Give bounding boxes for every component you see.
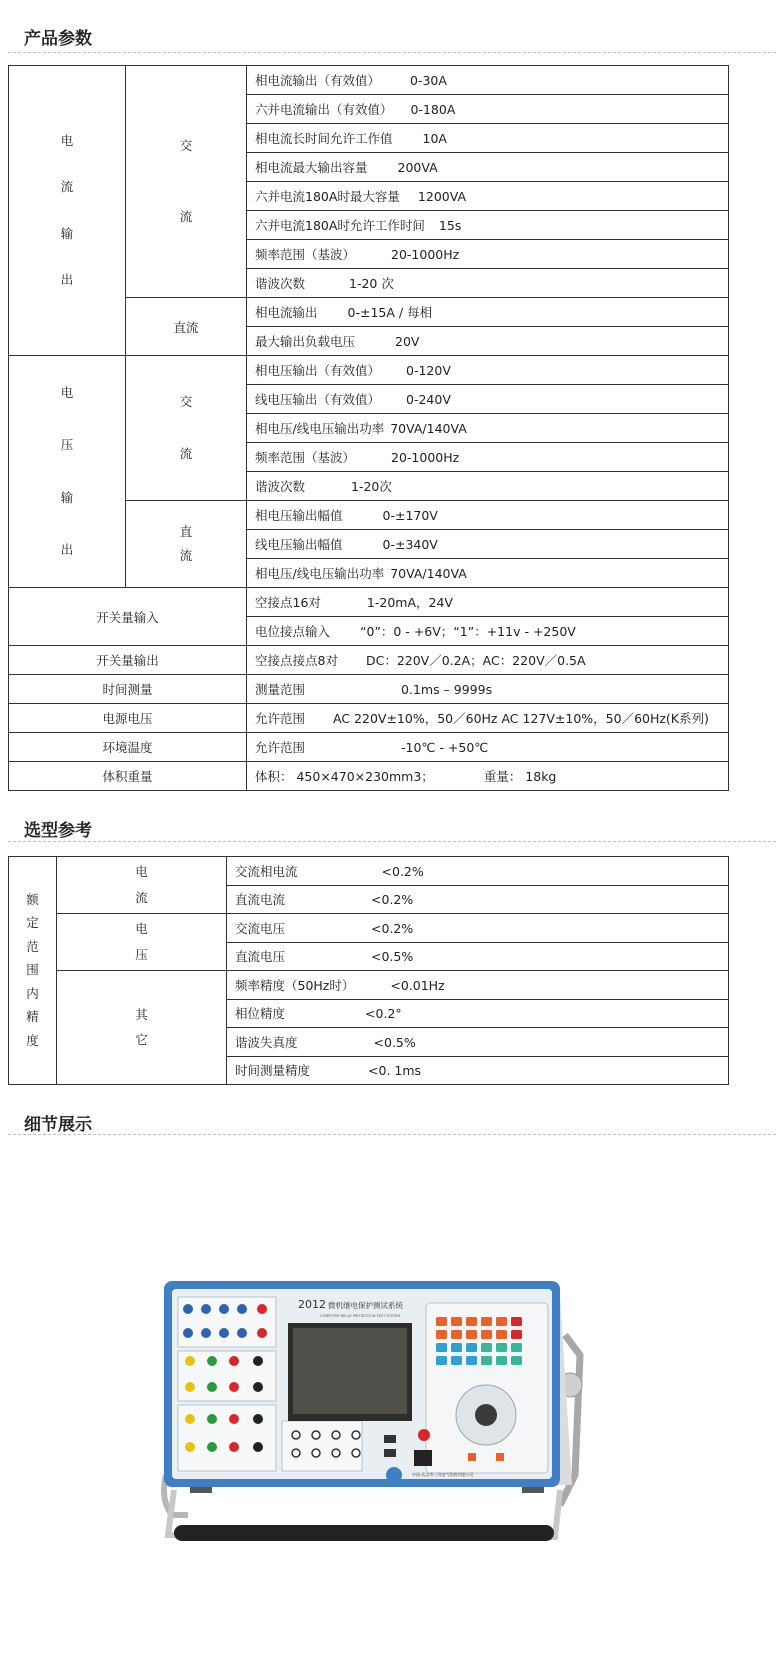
param-value: 15s [438, 218, 462, 233]
table-row [9, 704, 729, 733]
param-value-cell [247, 559, 729, 588]
param-name: 最大输出负载电压 [255, 334, 356, 349]
params-divider [8, 52, 776, 53]
detail-section-title: 细节展示 [24, 1115, 92, 1135]
category-char: 电 [135, 921, 148, 936]
param-value-cell [247, 530, 729, 559]
param-value-cell [247, 617, 729, 646]
param-value: “0”：0 - +6V；“1”：+11v - +250V [360, 624, 576, 639]
accuracy-value-cell [227, 1028, 729, 1057]
param-value: 0.1ms – 9999s [401, 682, 493, 697]
device-subtitle: COMPUTER RELAY PROTECTION TEST SYSTEM [320, 1314, 401, 1318]
param-value: 0-±340V [382, 537, 438, 552]
accuracy-value: <0.2° [365, 1006, 402, 1022]
device-manufacturer: 中国·武汉市三司电气发展有限公司 [412, 1472, 474, 1477]
param-value: 1-20 次 [349, 276, 394, 291]
table-row [9, 356, 729, 385]
power-switch [414, 1450, 432, 1466]
param-value-cell [247, 414, 729, 443]
param-name: 六并电流输出（有效值） [255, 102, 393, 117]
category-char: 流 [179, 446, 193, 461]
param-value-cell [247, 443, 729, 472]
table-row [9, 646, 729, 675]
param-value: 70VA/140VA [390, 566, 467, 581]
param-value-cell [247, 182, 729, 211]
param-value: 70VA/140VA [390, 421, 467, 436]
voltage-dc-label [126, 501, 247, 588]
table-row [9, 762, 729, 791]
param-value: 0-240V [406, 392, 451, 407]
accuracy-name: 交流电压 [235, 920, 286, 936]
param-name: 相电流长时间允许工作值 [255, 131, 393, 146]
accuracy-value: <0. 1ms [368, 1063, 422, 1079]
param-name: 六并电流180A时最大容量 [255, 189, 400, 204]
category-char: 压 [60, 437, 74, 452]
accuracy-group-label [57, 914, 227, 971]
param-name: 空接点16对 [255, 595, 321, 610]
param-value-cell [247, 385, 729, 414]
param-name: 频率范围（基波） [255, 247, 356, 262]
params-section-title: 产品参数 [24, 29, 92, 49]
param-value-cell [247, 153, 729, 182]
accuracy-value: <0.01Hz [390, 977, 445, 993]
category-char: 电 [60, 132, 74, 148]
category-char: 输 [60, 489, 74, 505]
category-char: 范 [26, 938, 39, 954]
accuracy-value-cell [227, 942, 729, 971]
table-row [9, 733, 729, 762]
param-value: 200VA [397, 160, 438, 175]
param-value-cell [247, 472, 729, 501]
device-screen [293, 1328, 407, 1414]
accuracy-value-cell [227, 914, 729, 943]
param-name: 允许范围 [255, 740, 306, 755]
category-char: 精 [26, 1009, 39, 1025]
accuracy-value-cell [227, 885, 729, 914]
misc-row-label: 开关量输出 [9, 646, 247, 675]
current-output-label [9, 66, 126, 356]
category-char: 内 [26, 985, 39, 1001]
accuracy-name: 交流相电流 [235, 863, 298, 879]
param-value-cell [247, 269, 729, 298]
table-row [9, 66, 729, 95]
misc-row-label: 体积重量 [9, 762, 247, 791]
param-value: 0-180A [410, 102, 456, 117]
param-value-cell [247, 240, 729, 269]
accuracy-value: <0.2% [381, 863, 424, 879]
misc-row-label: 时间测量 [9, 675, 247, 704]
category-char: 出 [60, 272, 74, 287]
accuracy-group-label [57, 857, 227, 914]
param-value: 1-20次 [351, 479, 392, 494]
param-value-cell [247, 356, 729, 385]
param-value-cell [247, 675, 729, 704]
param-value: 20-1000Hz [391, 247, 460, 262]
power-indicator [418, 1429, 430, 1441]
category-char: 电 [60, 384, 74, 400]
param-name: 谐波次数 [255, 276, 306, 291]
param-value: 0-±170V [382, 508, 438, 523]
usb-port [384, 1435, 396, 1443]
category-char: 输 [60, 225, 74, 241]
param-value-cell [247, 124, 729, 153]
param-value: 重量： 18kg [483, 769, 557, 784]
param-name: 允许范围 [255, 711, 306, 726]
category-char: 压 [135, 946, 148, 962]
category-char: 出 [60, 542, 74, 557]
table-row [9, 914, 729, 943]
param-name: 线电压输出（有效值） [255, 392, 381, 407]
params-table [8, 65, 729, 791]
switch-input-label: 开关量输入 [9, 588, 247, 646]
accuracy-value: <0.2% [371, 892, 414, 908]
category-char: 额 [26, 891, 39, 907]
param-name: 线电压输出幅值 [255, 537, 343, 552]
category-char: 流 [60, 179, 74, 194]
param-value-cell [247, 704, 729, 733]
param-value-cell [247, 501, 729, 530]
current-dc-label: 直流 [126, 298, 247, 356]
param-value-cell [247, 646, 729, 675]
voltage-output-label [9, 356, 126, 588]
category-char: 它 [135, 1032, 148, 1047]
category-char: 定 [26, 915, 39, 931]
param-value: 0-±15A / 每相 [347, 305, 433, 320]
param-value-cell [247, 762, 729, 791]
param-name: 相电压输出幅值 [255, 508, 343, 523]
relay-tester-device-image [160, 1275, 590, 1575]
accuracy-table [8, 856, 729, 1085]
category-char: 围 [26, 962, 39, 978]
param-value: 1-20mA，24V [366, 595, 453, 610]
category-char: 流 [179, 208, 193, 224]
param-value-cell [247, 95, 729, 124]
category-char: 电 [135, 864, 148, 879]
device-title: 微机继电保护测试系统 [328, 1301, 403, 1310]
param-value-cell [247, 211, 729, 240]
param-name: 测量范围 [255, 682, 306, 697]
current-ac-label [126, 66, 247, 298]
voltage-ac-label [126, 356, 247, 501]
param-value: 20-1000Hz [391, 450, 460, 465]
accuracy-label [9, 857, 57, 1085]
device-model: 2012 [298, 1298, 326, 1311]
accuracy-name: 直流电流 [235, 892, 286, 908]
param-name: 六并电流180A时允许工作时间 [255, 218, 425, 233]
param-name: 谐波次数 [255, 479, 306, 494]
selection-section-title: 选型参考 [24, 821, 92, 841]
table-row [9, 588, 729, 617]
accuracy-name: 相位精度 [235, 1006, 286, 1022]
param-name: 相电流输出（有效值） [255, 73, 381, 88]
table-row [9, 971, 729, 1000]
category-char: 交 [179, 138, 193, 153]
param-name: 空接点接点8对 [255, 653, 338, 668]
accuracy-value-cell [227, 971, 729, 1000]
param-value-cell [247, 298, 729, 327]
usb-port [384, 1449, 396, 1457]
param-name: 电位接点输入 [255, 624, 331, 639]
param-value: 20V [395, 334, 420, 349]
accuracy-value: <0.5% [373, 1034, 416, 1050]
misc-row-label: 电源电压 [9, 704, 247, 733]
accuracy-value: <0.2% [371, 920, 414, 936]
detail-divider [8, 1134, 776, 1135]
param-value-cell [247, 66, 729, 95]
param-value-cell [247, 588, 729, 617]
param-value-cell [247, 733, 729, 762]
carry-handle [174, 1525, 554, 1541]
accuracy-name: 直流电压 [235, 949, 286, 965]
param-name: 相电压/线电压输出功率 [255, 421, 385, 436]
table-row [9, 857, 729, 886]
misc-row-label: 环境温度 [9, 733, 247, 762]
accuracy-value-cell [227, 1056, 729, 1085]
param-value-cell [247, 327, 729, 356]
param-name: 体积： 450×470×230mm3； [255, 769, 434, 784]
accuracy-name: 时间测量精度 [235, 1063, 311, 1079]
param-value: -10℃ - +50℃ [401, 740, 489, 755]
category-char: 直 [179, 523, 193, 539]
table-row [9, 675, 729, 704]
param-name: 相电流输出 [255, 305, 318, 320]
param-value: 0-120V [406, 363, 451, 378]
accuracy-group-label [57, 971, 227, 1085]
category-char: 交 [179, 393, 193, 409]
category-char: 其 [135, 1006, 148, 1022]
param-value: 0-30A [410, 73, 447, 88]
category-char: 流 [135, 889, 148, 905]
accuracy-value-cell [227, 857, 729, 886]
trackball [475, 1404, 497, 1426]
selection-divider [8, 841, 776, 842]
param-value: 1200VA [417, 189, 467, 204]
accuracy-name: 谐波失真度 [235, 1034, 298, 1050]
param-value: AC 220V±10%，50／60Hz AC 127V±10%，50／60Hz(K系列) [333, 711, 709, 726]
param-value: 10A [422, 131, 447, 146]
param-name: 相电压输出（有效值） [255, 363, 381, 378]
accuracy-value-cell [227, 999, 729, 1028]
accuracy-name: 频率精度（50Hz时） [235, 977, 355, 993]
param-name: 相电压/线电压输出功率 [255, 566, 385, 581]
accuracy-value: <0.5% [371, 949, 414, 965]
param-name: 频率范围（基波） [255, 450, 356, 465]
param-name: 相电流最大输出容量 [255, 160, 368, 175]
category-char: 流 [179, 548, 193, 563]
param-value: DC：220V／0.2A；AC：220V／0.5A [365, 653, 586, 668]
category-char: 度 [26, 1032, 39, 1048]
